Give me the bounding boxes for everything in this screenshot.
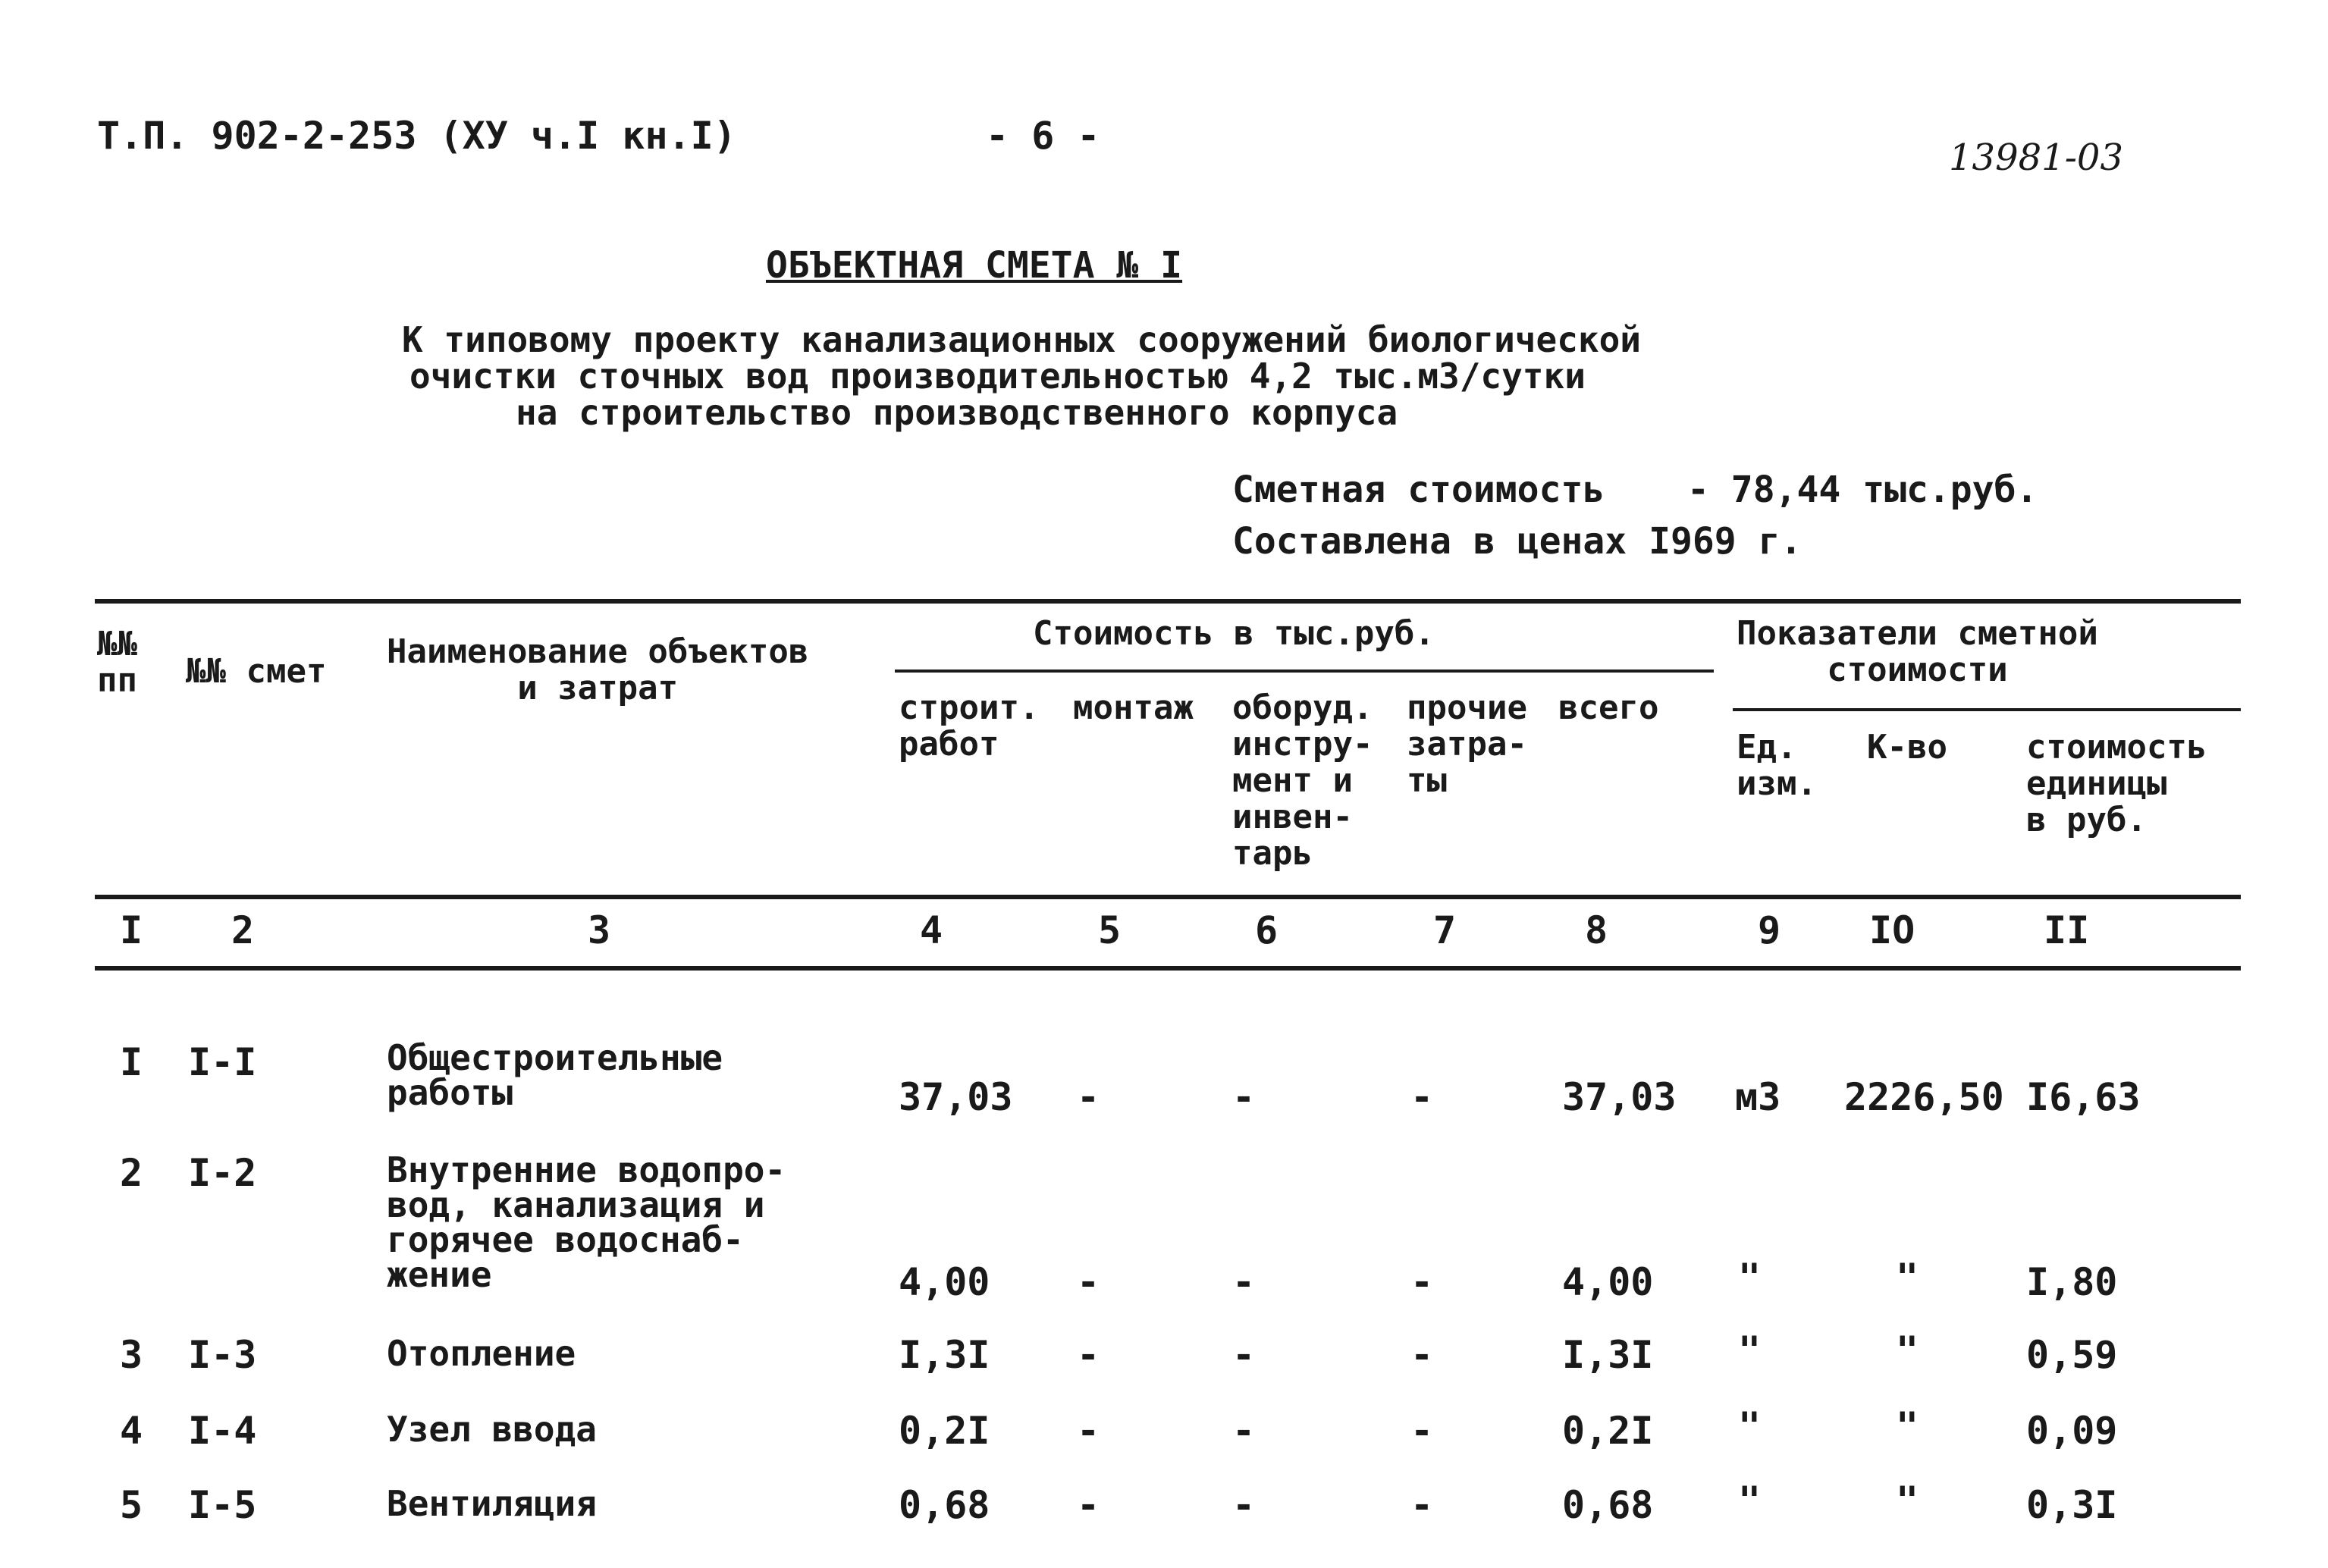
- header-cost-group: Стоимость в тыс.руб.: [1033, 614, 1435, 653]
- row-number: I: [120, 1040, 143, 1084]
- total-cost: I,3I: [1562, 1333, 1654, 1377]
- intro-line-3: на строительство производственного корпуса: [516, 392, 1398, 433]
- estimated-cost-value: - 78,44 тыс.руб.: [1687, 469, 2038, 511]
- quantity: 2226,50: [1844, 1075, 2004, 1119]
- column-numbers-rule: [95, 966, 2241, 971]
- object-name: Общестроительные работы: [387, 1037, 723, 1113]
- intro-line-1: К типовому проекту канализационных сооружений биологической: [402, 319, 1641, 360]
- column-number-3: 3: [588, 908, 611, 952]
- column-number-6: 6: [1255, 908, 1279, 952]
- construction-cost: 4,00: [899, 1260, 990, 1304]
- header-unit: Ед. изм.: [1737, 728, 1817, 803]
- equipment-cost: -: [1232, 1409, 1256, 1453]
- installation-cost: -: [1077, 1260, 1100, 1304]
- quantity: ": [1896, 1404, 1919, 1448]
- header-total: всего: [1558, 688, 1659, 727]
- construction-cost: 37,03: [899, 1075, 1013, 1119]
- other-cost: -: [1410, 1483, 1434, 1527]
- header-object-name: Наименование объектов и затрат: [387, 632, 809, 707]
- header-installation: монтаж: [1073, 688, 1194, 727]
- header-unit-cost: стоимость единицы в руб.: [2026, 728, 2207, 839]
- installation-cost: -: [1077, 1075, 1100, 1119]
- installation-cost: -: [1077, 1333, 1100, 1377]
- indicators-group-rule: [1733, 708, 2241, 711]
- row-number: 4: [120, 1409, 143, 1453]
- estimated-cost-label: Сметная стоимость: [1232, 469, 1605, 511]
- unit-cost: I6,63: [2026, 1075, 2141, 1119]
- unit: ": [1738, 1328, 1762, 1372]
- header-construction: строит. работ: [899, 688, 1040, 764]
- column-number-5: 5: [1098, 908, 1122, 952]
- other-cost: -: [1410, 1075, 1434, 1119]
- column-number-4: 4: [920, 908, 943, 952]
- document-title: ОБЪЕКТНАЯ СМЕТА № I: [766, 244, 1183, 287]
- header-other-costs: прочие затра- ты: [1407, 688, 1527, 800]
- column-number-9: 9: [1758, 908, 1781, 952]
- estimate-number: I-2: [188, 1151, 257, 1195]
- other-cost: -: [1410, 1409, 1434, 1453]
- column-number-2: 2: [231, 908, 255, 952]
- equipment-cost: -: [1232, 1483, 1256, 1527]
- total-cost: 4,00: [1562, 1260, 1654, 1304]
- unit: ": [1738, 1256, 1762, 1300]
- estimate-number: I-I: [188, 1040, 257, 1084]
- header-quantity: К-во: [1867, 728, 1947, 767]
- object-name: Отопление: [387, 1333, 576, 1374]
- unit-cost: 0,3I: [2026, 1483, 2118, 1527]
- unit-cost: 0,09: [2026, 1409, 2118, 1453]
- total-cost: 0,68: [1562, 1483, 1654, 1527]
- unit: ": [1738, 1479, 1762, 1523]
- other-cost: -: [1410, 1333, 1434, 1377]
- header-estimate-number: №№ смет: [186, 652, 327, 691]
- object-name: Внутренние водопро- вод, канализация и горячее водоснаб- жение: [387, 1149, 786, 1295]
- unit: м3: [1735, 1075, 1781, 1119]
- installation-cost: -: [1077, 1483, 1100, 1527]
- estimate-number: I-3: [188, 1333, 257, 1377]
- other-cost: -: [1410, 1260, 1434, 1304]
- column-number-8: 8: [1585, 908, 1608, 952]
- row-number: 2: [120, 1151, 143, 1195]
- estimate-number: I-5: [188, 1483, 257, 1527]
- intro-line-2: очистки сточных вод производительностью 4,2 тыс.м3/сутки: [409, 356, 1586, 397]
- column-number-11: II: [2044, 908, 2090, 952]
- column-number-10: IO: [1869, 908, 1915, 952]
- construction-cost: 0,68: [899, 1483, 990, 1527]
- total-cost: 37,03: [1562, 1075, 1677, 1119]
- equipment-cost: -: [1232, 1075, 1256, 1119]
- object-name: Узел ввода: [387, 1409, 597, 1450]
- table-top-rule: [95, 599, 2241, 604]
- row-number: 5: [120, 1483, 143, 1527]
- equipment-cost: -: [1232, 1333, 1256, 1377]
- unit-cost: I,80: [2026, 1260, 2118, 1304]
- row-number: 3: [120, 1333, 143, 1377]
- equipment-cost: -: [1232, 1260, 1256, 1304]
- header-row-number: №№ пп: [97, 625, 137, 700]
- archive-number: 13981-03: [1949, 136, 2123, 179]
- page-number: - 6 -: [986, 114, 1100, 158]
- prices-note: Составлена в ценах I969 г.: [1232, 520, 1802, 563]
- installation-cost: -: [1077, 1409, 1100, 1453]
- construction-cost: 0,2I: [899, 1409, 990, 1453]
- header-equipment: оборуд. инстру- мент и инвен- тарь: [1232, 688, 1373, 873]
- total-cost: 0,2I: [1562, 1409, 1654, 1453]
- unit-cost: 0,59: [2026, 1333, 2118, 1377]
- header-indicators-group: Показатели сметной стоимости: [1737, 614, 2098, 689]
- object-name: Вентиляция: [387, 1483, 597, 1524]
- column-number-1: I: [120, 908, 143, 952]
- quantity: ": [1896, 1256, 1919, 1300]
- cost-group-rule: [895, 670, 1714, 673]
- quantity: ": [1896, 1479, 1919, 1523]
- unit: ": [1738, 1404, 1762, 1448]
- quantity: ": [1896, 1328, 1919, 1372]
- document-reference: Т.П. 902-2-253 (ХУ ч.I кн.I): [97, 114, 736, 158]
- header-bottom-rule: [95, 895, 2241, 899]
- column-number-7: 7: [1433, 908, 1457, 952]
- construction-cost: I,3I: [899, 1333, 990, 1377]
- estimate-number: I-4: [188, 1409, 257, 1453]
